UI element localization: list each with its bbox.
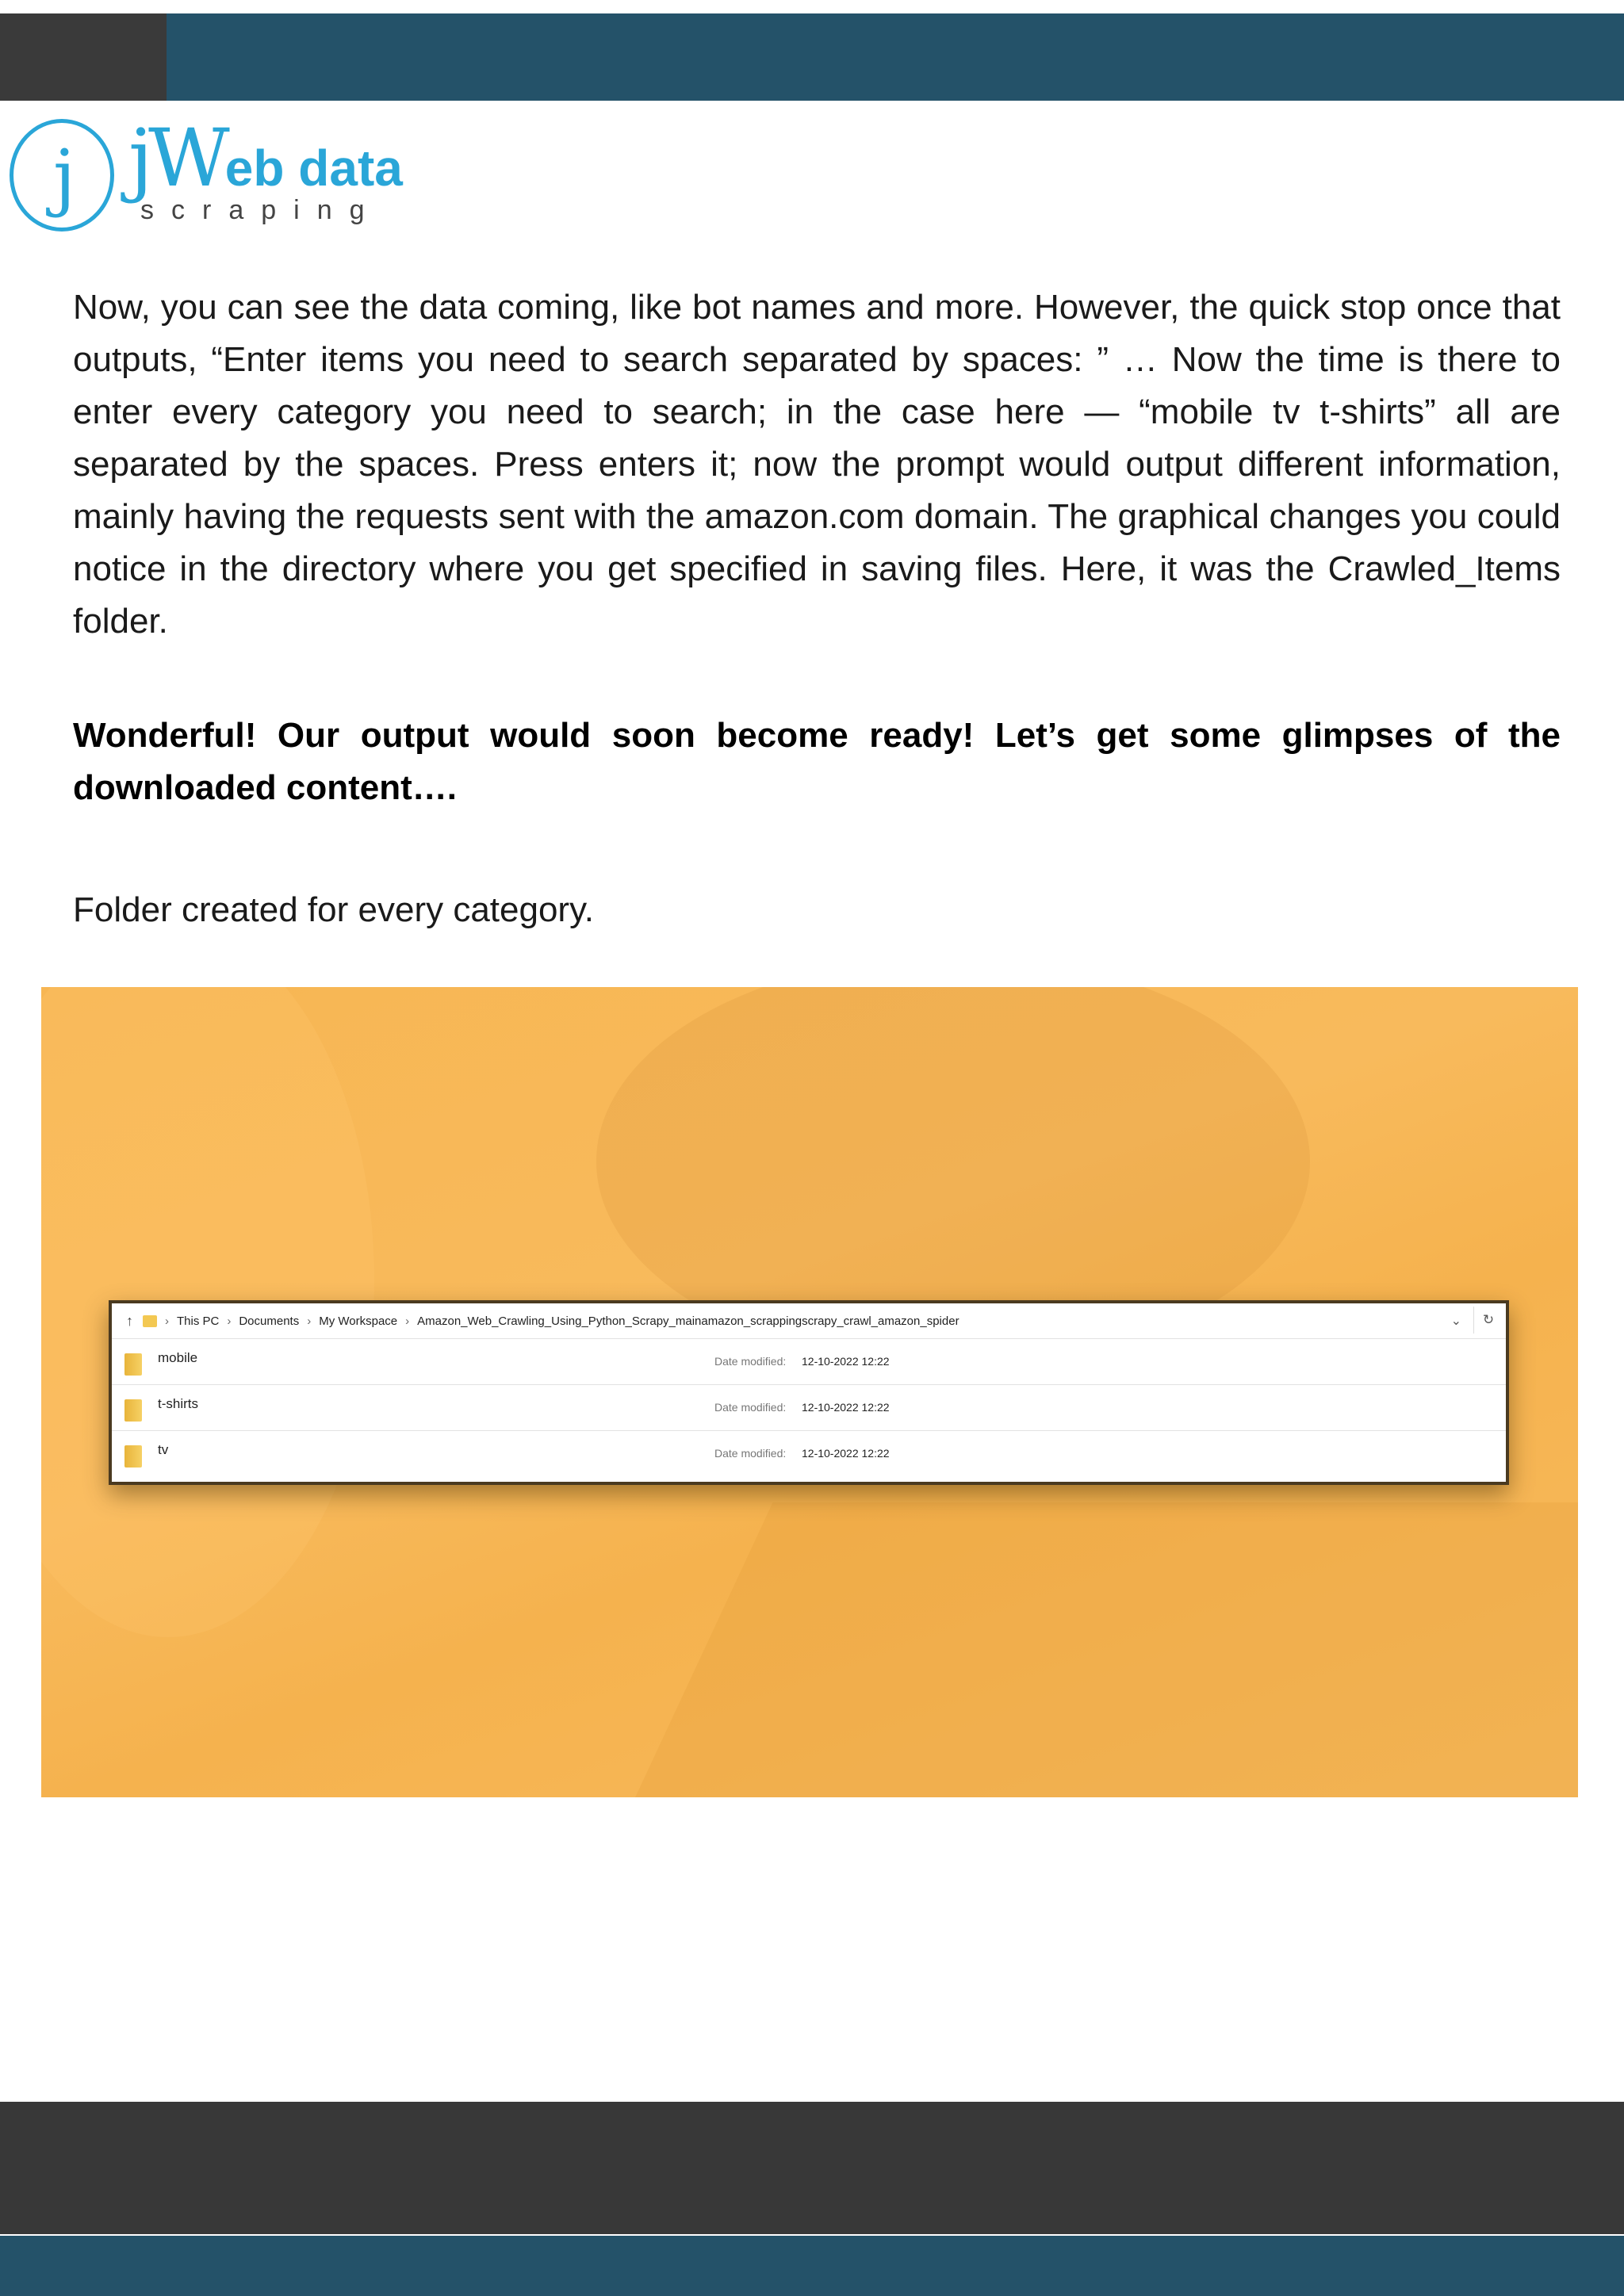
date-modified-label: Date modified: [714, 1355, 787, 1368]
date-modified-value: 12-10-2022 12:22 [802, 1447, 890, 1460]
chevron-down-icon[interactable]: ⌄ [1450, 1314, 1461, 1328]
logo-circle-icon [10, 119, 114, 232]
folder-name: tv [158, 1442, 169, 1457]
header-bar [0, 13, 1624, 101]
logo-wordmark [128, 112, 403, 205]
company-logo [10, 112, 403, 242]
address-bar[interactable] [112, 1303, 1506, 1339]
date-modified-label: Date modified: [714, 1401, 787, 1414]
footer-accent-bar [0, 2236, 1624, 2296]
folder-icon [143, 1315, 157, 1327]
folder-icon [124, 1445, 142, 1468]
logo-tagline: scraping [140, 195, 382, 225]
breadcrumb-separator: › [405, 1314, 410, 1328]
folder-name: mobile [158, 1350, 198, 1365]
body-paragraph-caption: Folder created for every category. [73, 890, 595, 929]
folder-icon [124, 1399, 142, 1422]
breadcrumb-spider-folder[interactable]: Amazon_Web_Crawling_Using_Python_Scrapy_mainamazon_scrappingscrapy_crawl_amazon_spider [417, 1314, 959, 1328]
folder-name: t-shirts [158, 1396, 198, 1411]
refresh-icon[interactable]: ↻ [1473, 1307, 1503, 1334]
date-modified-label: Date modified: [714, 1447, 787, 1460]
breadcrumb-this-pc[interactable]: This PC [177, 1314, 220, 1328]
body-paragraph-intro: Now, you can see the data coming, like bot names and more. However, the quick stop once that outputs, “Enter items you need to search separated by spaces: ” … Now the time is there to enter every category you need to search; in the case here — “mobile tv t-shirts” all are separated by the spaces. Press enters it; now the prompt would output different information, mainly having the requests sent with the amazon.com domain. The graphical changes you could notice in the directory where you get specified in saving files. Here, it was the Crawled_Items folder. [73, 288, 1561, 641]
file-explorer-window [109, 1300, 1509, 1485]
up-arrow-icon[interactable]: ↑ [126, 1312, 133, 1329]
background-keyboard-shape [610, 1502, 1578, 1797]
folder-row-t-shirts[interactable] [112, 1385, 1506, 1431]
breadcrumb-separator: › [227, 1314, 232, 1328]
folder-icon [124, 1353, 142, 1376]
header-bar-accent [0, 13, 167, 101]
date-modified-value: 12-10-2022 12:22 [802, 1355, 890, 1368]
date-modified-value: 12-10-2022 12:22 [802, 1401, 890, 1414]
folder-row-tv[interactable] [112, 1431, 1506, 1476]
logo-wordmark-rest: eb data [224, 140, 403, 197]
logo-wordmark-jw: jW [128, 112, 225, 205]
folder-row-mobile[interactable] [112, 1339, 1506, 1385]
breadcrumb-separator: › [165, 1314, 169, 1328]
logo-mark: j [53, 134, 76, 219]
breadcrumb-documents[interactable]: Documents [239, 1314, 300, 1328]
footer-bar [0, 2102, 1624, 2234]
breadcrumb-my-workspace[interactable]: My Workspace [319, 1314, 398, 1328]
breadcrumb-separator: › [307, 1314, 312, 1328]
screenshot-image [41, 987, 1578, 1797]
body-paragraph-highlight: Wonderful! Our output would soon become ready! Let’s get some glimpses of the downloaded content…. [73, 716, 1561, 807]
